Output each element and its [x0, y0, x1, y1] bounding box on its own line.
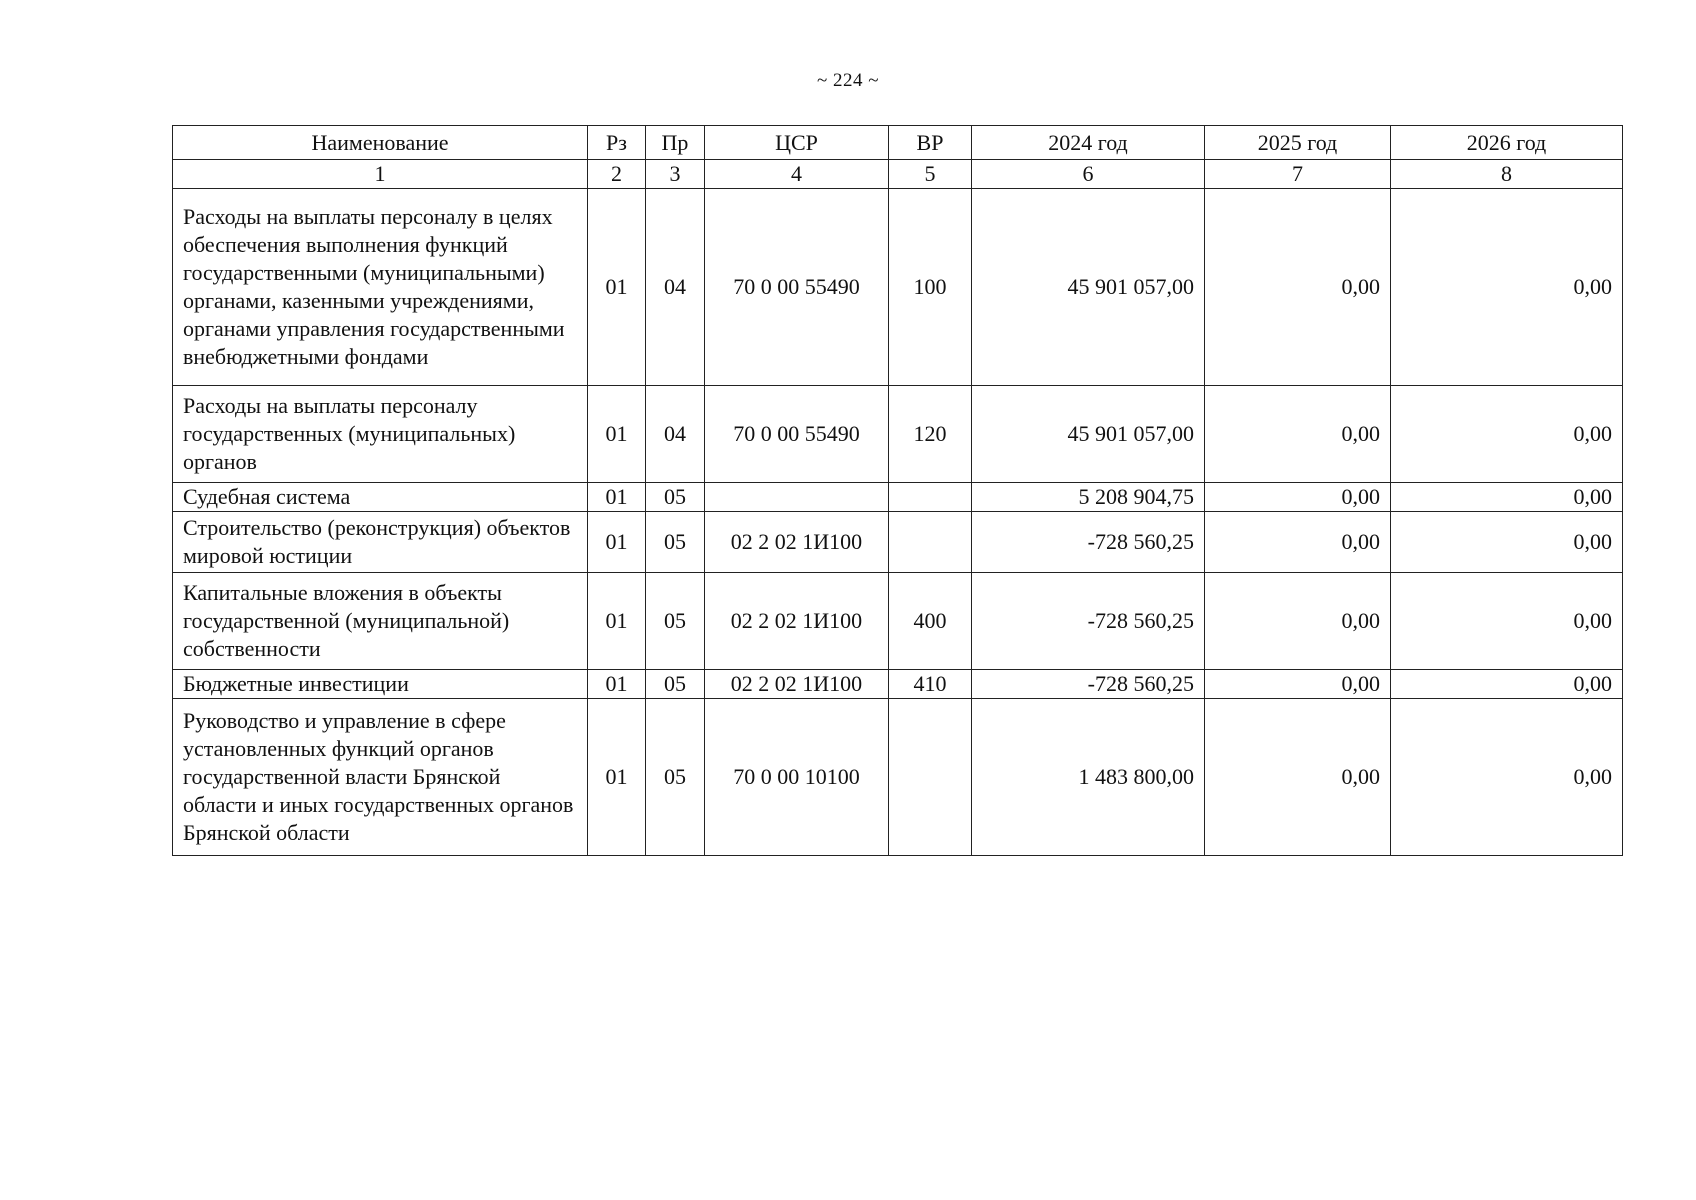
row-amount-2024: 45 901 057,00	[972, 189, 1205, 386]
row-amount-2024: -728 560,25	[972, 512, 1205, 573]
row-amount-2025: 0,00	[1205, 386, 1391, 483]
row-csr: 70 0 00 55490	[705, 386, 889, 483]
row-vr: 410	[889, 670, 972, 699]
row-rz: 01	[588, 386, 646, 483]
header-rz: Рз	[588, 126, 646, 160]
row-pr: 05	[646, 483, 705, 512]
row-csr: 02 2 02 1И100	[705, 573, 889, 670]
row-pr: 05	[646, 670, 705, 699]
row-amount-2025: 0,00	[1205, 483, 1391, 512]
row-csr: 70 0 00 55490	[705, 189, 889, 386]
row-rz: 01	[588, 699, 646, 856]
column-number: 4	[705, 160, 889, 189]
row-rz: 01	[588, 512, 646, 573]
row-pr: 05	[646, 512, 705, 573]
header-2026: 2026 год	[1391, 126, 1623, 160]
header-2024: 2024 год	[972, 126, 1205, 160]
row-pr: 04	[646, 189, 705, 386]
row-rz: 01	[588, 189, 646, 386]
row-name: Расходы на выплаты персоналу государственных (муниципальных) органов	[173, 386, 588, 483]
row-pr: 04	[646, 386, 705, 483]
table-row	[173, 512, 1623, 573]
table-row	[173, 573, 1623, 670]
row-csr: 02 2 02 1И100	[705, 670, 889, 699]
row-pr: 05	[646, 573, 705, 670]
row-name: Расходы на выплаты персоналу в целях обеспечения выполнения функций государственными (муниципальными) органами, казенными учреждениями, органами управления государственными внебюджетными фондами	[173, 189, 588, 386]
row-pr: 05	[646, 699, 705, 856]
row-amount-2025: 0,00	[1205, 512, 1391, 573]
column-number: 8	[1391, 160, 1623, 189]
row-amount-2025: 0,00	[1205, 699, 1391, 856]
row-amount-2024: -728 560,25	[972, 573, 1205, 670]
row-amount-2026: 0,00	[1391, 189, 1623, 386]
header-vr: ВР	[889, 126, 972, 160]
budget-table	[172, 125, 1623, 856]
column-number: 6	[972, 160, 1205, 189]
column-number: 7	[1205, 160, 1391, 189]
row-amount-2026: 0,00	[1391, 386, 1623, 483]
row-amount-2024: 5 208 904,75	[972, 483, 1205, 512]
row-amount-2024: -728 560,25	[972, 670, 1205, 699]
row-vr: 120	[889, 386, 972, 483]
row-rz: 01	[588, 573, 646, 670]
row-name: Строительство (реконструкция) объектов мировой юстиции	[173, 512, 588, 573]
row-amount-2026: 0,00	[1391, 573, 1623, 670]
column-number: 1	[173, 160, 588, 189]
row-csr: 02 2 02 1И100	[705, 512, 889, 573]
row-vr	[889, 483, 972, 512]
row-amount-2026: 0,00	[1391, 483, 1623, 512]
column-number: 3	[646, 160, 705, 189]
column-number-row	[173, 160, 1623, 189]
row-vr	[889, 699, 972, 856]
row-name: Капитальные вложения в объекты государственной (муниципальной) собственности	[173, 573, 588, 670]
header-csr: ЦСР	[705, 126, 889, 160]
row-amount-2025: 0,00	[1205, 670, 1391, 699]
row-amount-2026: 0,00	[1391, 512, 1623, 573]
table-row	[173, 670, 1623, 699]
row-rz: 01	[588, 483, 646, 512]
row-amount-2025: 0,00	[1205, 573, 1391, 670]
row-name: Бюджетные инвестиции	[173, 670, 588, 699]
row-vr: 100	[889, 189, 972, 386]
column-number: 5	[889, 160, 972, 189]
table-row	[173, 699, 1623, 856]
header-2025: 2025 год	[1205, 126, 1391, 160]
row-amount-2024: 45 901 057,00	[972, 386, 1205, 483]
row-vr: 400	[889, 573, 972, 670]
row-csr: 70 0 00 10100	[705, 699, 889, 856]
row-amount-2026: 0,00	[1391, 699, 1623, 856]
header-pr: Пр	[646, 126, 705, 160]
table-row	[173, 483, 1623, 512]
row-name: Руководство и управление в сфере установленных функций органов государственной власти Брянской области и иных государственных органов Брянской области	[173, 699, 588, 856]
row-rz: 01	[588, 670, 646, 699]
row-vr	[889, 512, 972, 573]
table-row	[173, 386, 1623, 483]
row-name: Судебная система	[173, 483, 588, 512]
row-amount-2024: 1 483 800,00	[972, 699, 1205, 856]
table-header-row	[173, 126, 1623, 160]
column-number: 2	[588, 160, 646, 189]
table-row	[173, 189, 1623, 386]
row-csr	[705, 483, 889, 512]
row-amount-2026: 0,00	[1391, 670, 1623, 699]
page-number: ~ 224 ~	[816, 70, 880, 91]
row-amount-2025: 0,00	[1205, 189, 1391, 386]
header-name: Наименование	[173, 126, 588, 160]
